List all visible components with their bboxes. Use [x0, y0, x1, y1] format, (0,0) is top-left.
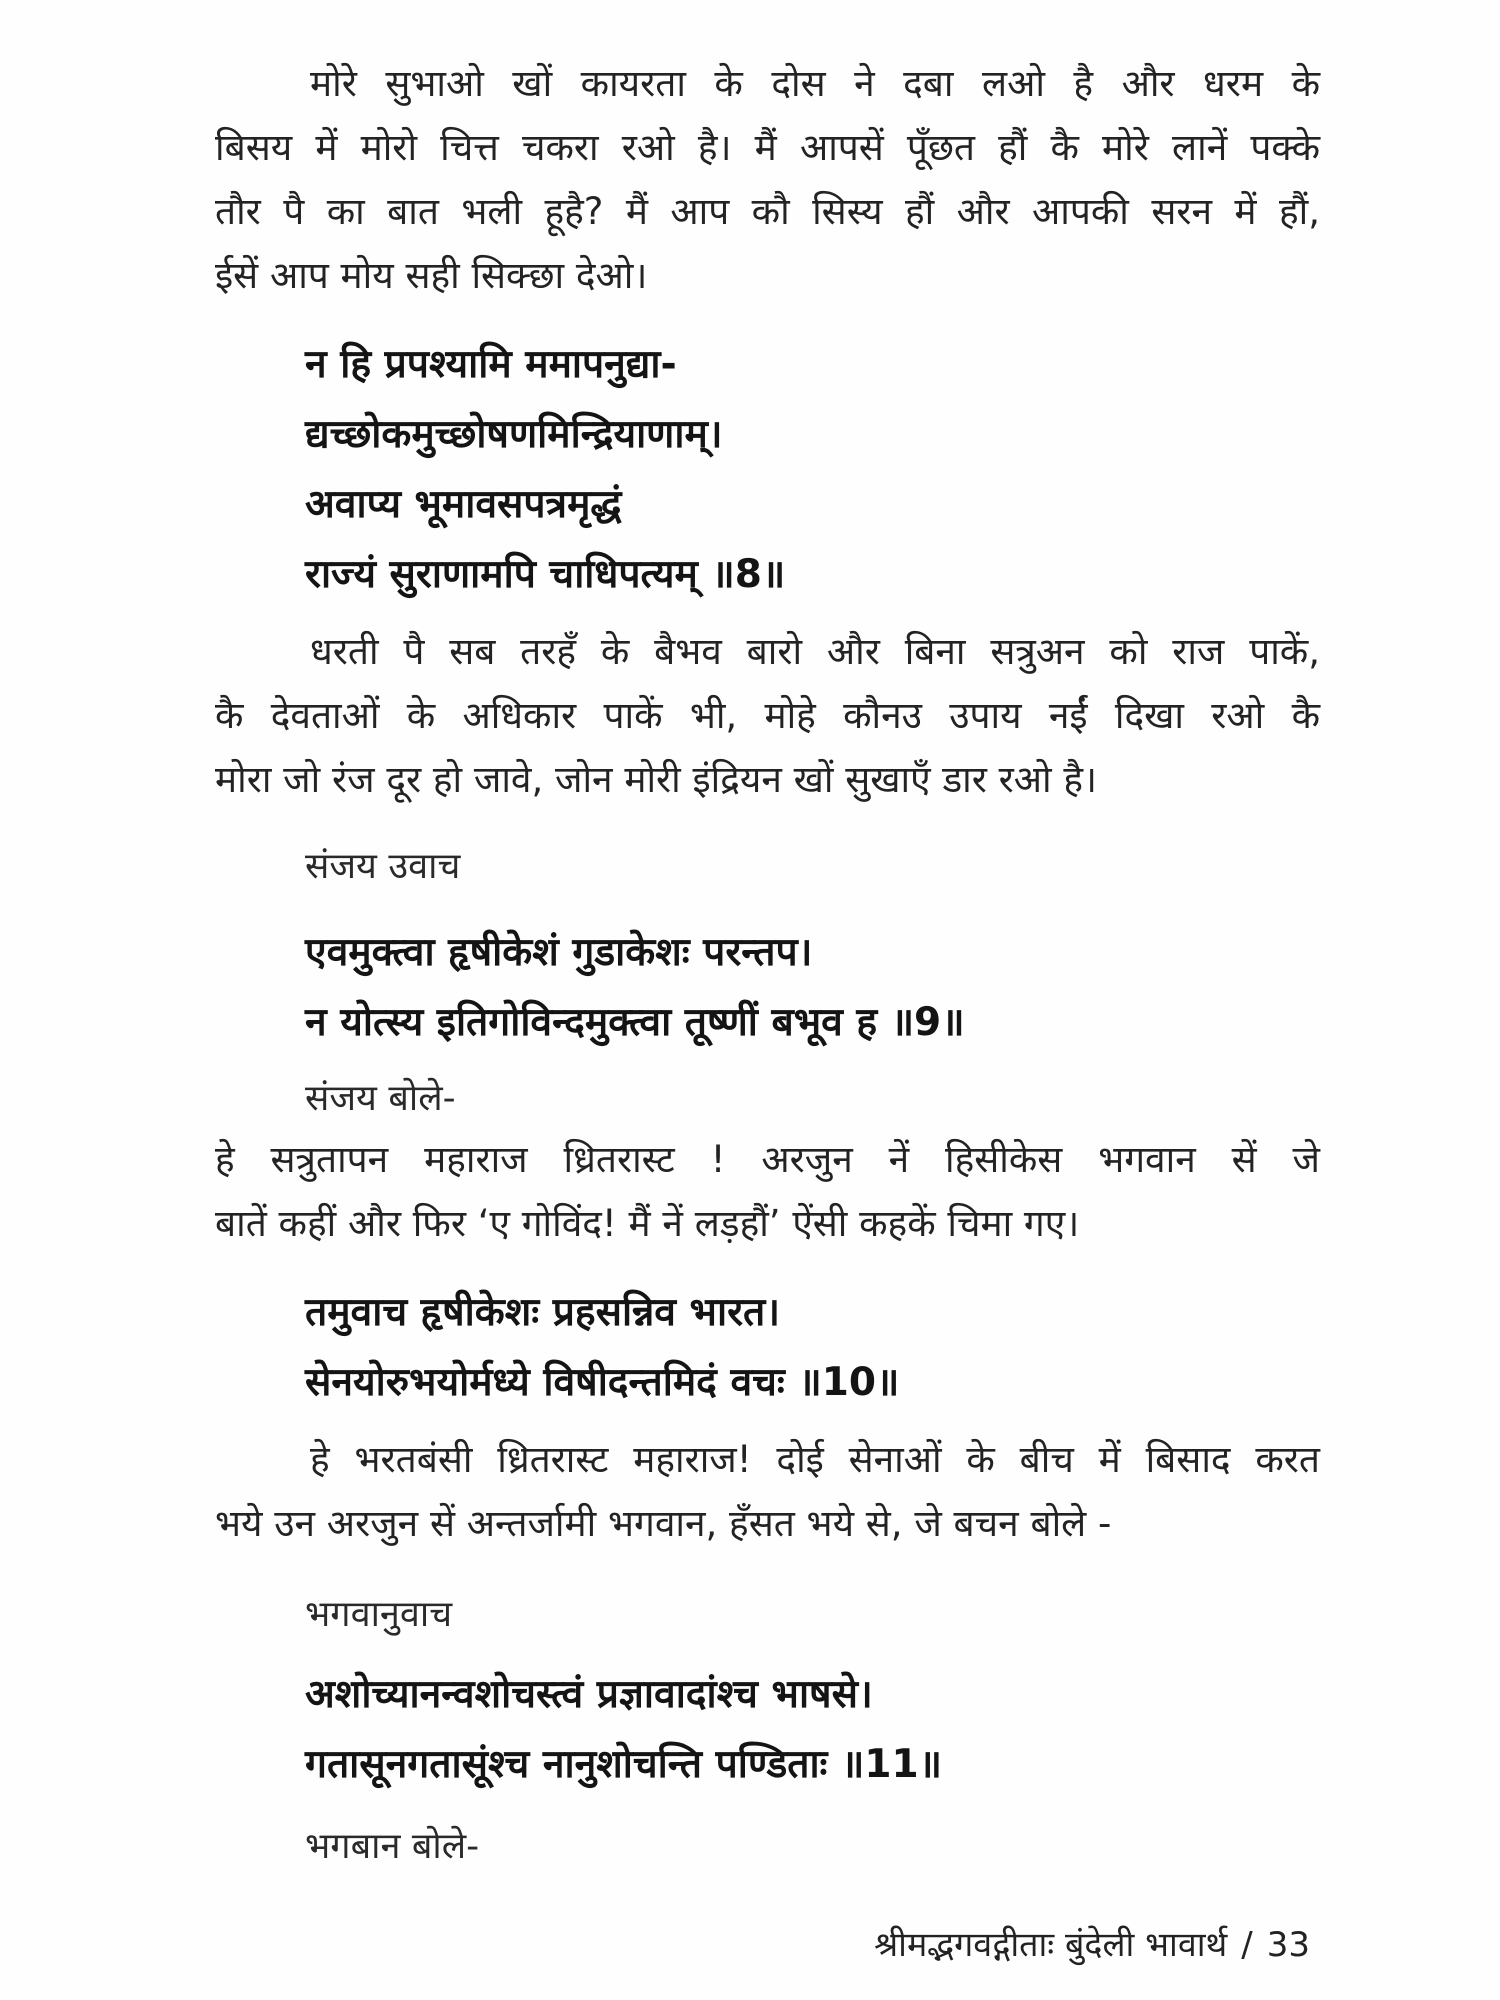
verse-9 — [305, 918, 965, 1058]
paragraph-line: हे भरतबंसी ध्रितरास्ट महाराज! दोई सेनाओं के बीच में बिसाद करत — [310, 1438, 1320, 1481]
verse-line: राज्यं सुराणामपि चाधिपत्यम् ॥8॥ — [305, 552, 786, 597]
book-title: श्रीमद्भगवद्गीताः बुंदेली भावार्थ — [874, 1925, 1228, 1965]
verse-11 — [305, 1660, 942, 1800]
verse-line: न हि प्रपश्यामि ममापनुद्या- — [305, 342, 677, 387]
paragraph-2 — [215, 620, 1320, 812]
footer-separator: / — [1241, 1925, 1253, 1965]
speaker-label-sanjay-uvacha: संजय उवाच — [305, 846, 461, 887]
verse-10 — [305, 1278, 899, 1418]
verse-line: गतासूनगतासूंश्च नानुशोचन्ति पण्डिताः ॥11॥ — [305, 1742, 942, 1787]
paragraph-line: मोरे सुभाओ खों कायरता के दोस ने दबा लओ है और धरम के — [310, 62, 1320, 105]
paragraph-line: बिसय में मोरो चित्त चकरा रओ है। मैं आपसें पूँछत हौं कै मोरे लानें पक्के — [215, 126, 1320, 169]
paragraph-4 — [215, 1428, 1320, 1556]
paragraph-line: हे सत्रुतापन महाराज ध्रितरास्ट ! अरजुन नें हिसीकेस भगवान सें जे — [215, 1138, 1320, 1181]
paragraph-line: धरती पै सब तरहँ के बैभव बारो और बिना सत्रुअन को राज पाकें, — [310, 630, 1320, 673]
verse-line: अशोच्यानन्वशोचस्त्वं प्रज्ञावादांश्च भाषसे। — [305, 1672, 873, 1717]
paragraph-line: भये उन अरजुन सें अन्तर्जामी भगवान, हँसत भये से, जे बचन बोले - — [215, 1502, 1112, 1545]
speaker-label-sanjay-bole: संजय बोले- — [305, 1078, 456, 1119]
page-number: 33 — [1266, 1925, 1310, 1965]
verse-line: अवाप्य भूमावसपत्रमृद्धं — [305, 482, 622, 527]
paragraph-line: कै देवताओं के अधिकार पाकें भी, मोहे कौनउ उपाय नईं दिखा रओ कै — [215, 694, 1320, 737]
verse-line: तमुवाच हृषीकेशः प्रहसन्निव भारत। — [305, 1290, 781, 1335]
paragraph-line: मोरा जो रंज दूर हो जावे, जोन मोरी इंद्रियन खों सुखाएँ डार रओ है। — [215, 758, 1098, 801]
paragraph-line: तौर पै का बात भली हूहै? मैं आप कौ सिस्य हौं और आपकी सरन में हौं, — [215, 190, 1320, 233]
speaker-label-bhagavanuvacha: भगवानुवाच — [305, 1594, 453, 1635]
paragraph-3 — [215, 1128, 1320, 1256]
paragraph-line: ईसें आप मोय सही सिक्छा देओ। — [215, 254, 648, 297]
speaker-label-bhagaban-bole: भगबान बोले- — [305, 1826, 480, 1867]
verse-line: सेनयोरुभयोर्मध्ये विषीदन्तमिदं वचः ॥10॥ — [305, 1360, 900, 1405]
verse-8 — [305, 330, 785, 610]
verse-line: न योत्स्य इतिगोविन्दमुक्त्वा तूष्णीं बभूव ह ॥9॥ — [305, 1000, 965, 1045]
verse-line: एवमुक्त्वा हृषीकेशं गुडाकेशः परन्तप। — [305, 930, 813, 975]
page-footer — [874, 1920, 1310, 1966]
paragraph-line: बातें कहीं और फिर ‘ए गोविंद! मैं नें लड़हौं’ ऐंसी कहकें चिमा गए। — [215, 1202, 1080, 1245]
paragraph-1 — [215, 52, 1320, 308]
verse-line: द्यच्छोकमुच्छोषणमिन्द्रियाणाम्। — [305, 412, 723, 457]
